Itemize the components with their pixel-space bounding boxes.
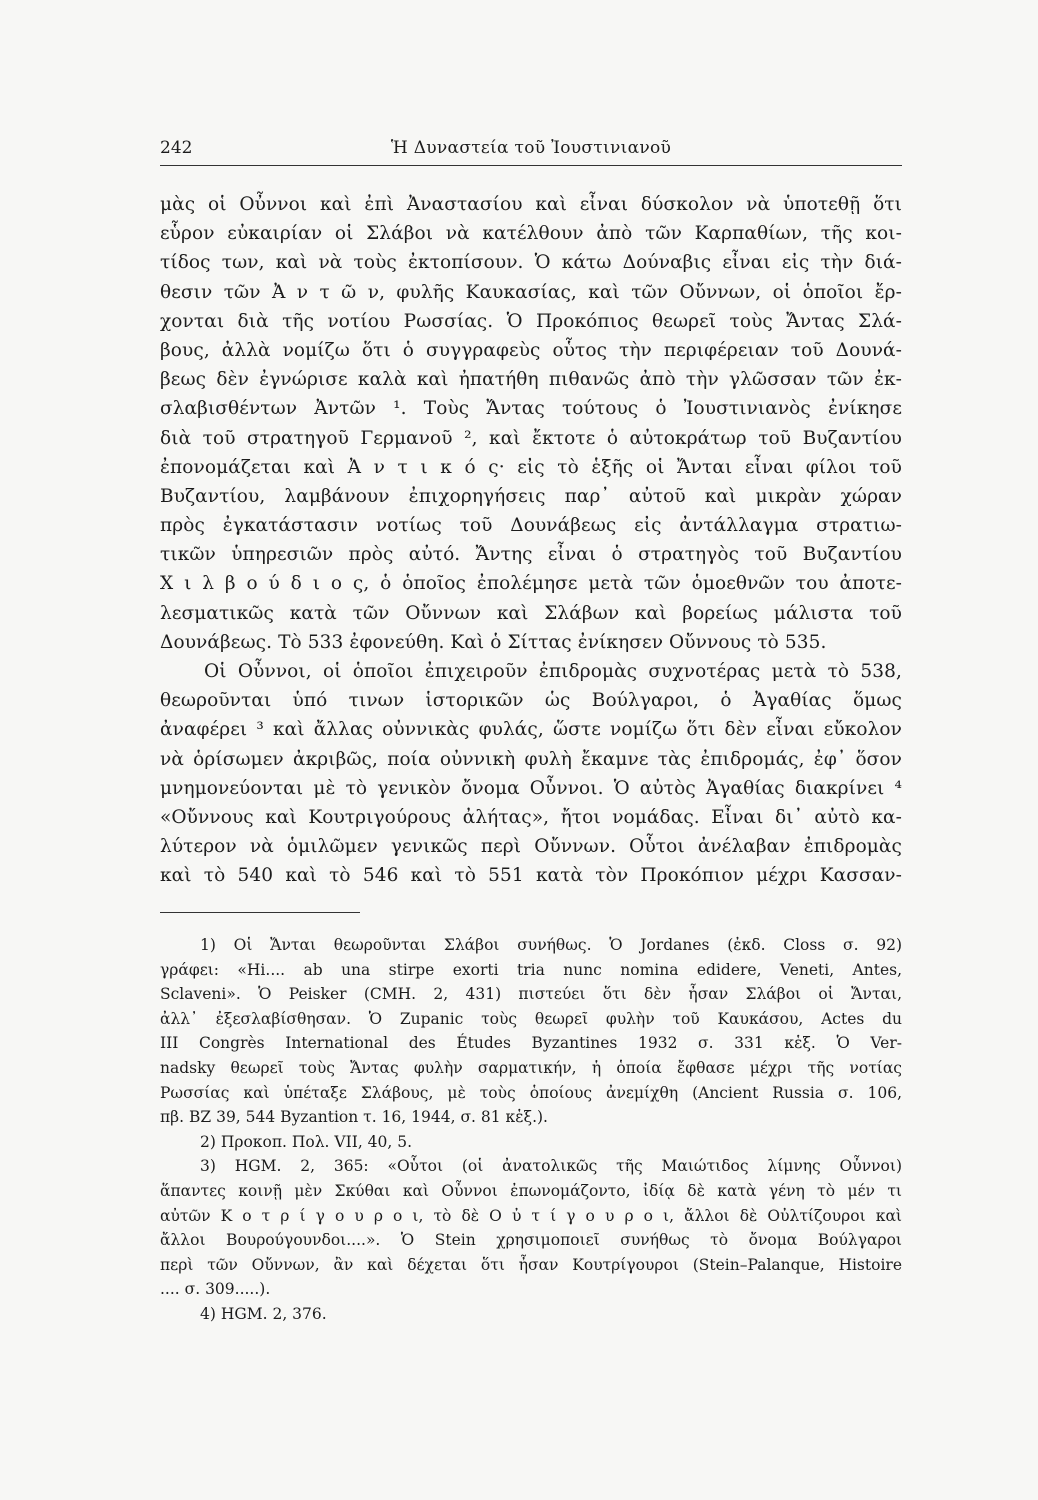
text-line: Χ ι λ β ο ύ δ ι ο ς, ὁ ὁποῖος ἐπολέμησε μετὰ τῶν ὁμοεθνῶν του ἀποτε- bbox=[160, 573, 902, 595]
running-title: Ἡ Δυναστεία τοῦ Ἰουστινιανοῦ bbox=[390, 138, 672, 158]
text-line: διὰ τοῦ στρατηγοῦ Γερμανοῦ ², καὶ ἔκτοτε ὁ αὐτοκράτωρ τοῦ Βυζαντίου bbox=[160, 427, 902, 449]
text-line: «Οὔννους καὶ Κουτριγούρους ἀλήτας», ἤτοι νομάδας. Εἶναι δι᾽ αὐτὸ κα- bbox=[160, 806, 902, 828]
footnote-line: Ρωσσίας καὶ ὑπέταξε Σλάβους, μὲ τοὺς ὁποίους ἀνεμίχθη (Ancient Russia σ. 106, bbox=[160, 1083, 902, 1102]
text-line: τικῶν ὑπηρεσιῶν πρὸς αὐτό. Ἄντης εἶναι ὁ στρατηγὸς τοῦ Βυζαντίου bbox=[160, 544, 902, 566]
text-line: πρὸς ἐγκατάστασιν νοτίως τοῦ Δουνάβεως εἰς ἀντάλλαγμα στρατιω- bbox=[160, 515, 902, 537]
footnote-line: 4) HGM. 2, 376. bbox=[200, 1304, 327, 1323]
main-text bbox=[160, 190, 902, 891]
footnote-line: .... σ. 309.....). bbox=[160, 1280, 271, 1299]
footnote-line: περὶ τῶν Οὔννων, ἂν καὶ δέχεται ὅτι ἦσαν Κουτρίγουροι (Stein–Palanque, Histoire bbox=[160, 1255, 902, 1274]
footnote-rule bbox=[160, 912, 360, 913]
text-line: βους, ἀλλὰ νομίζω ὅτι ὁ συγγραφεὺς οὗτος τὴν περιφέρειαν τοῦ Δουνά- bbox=[160, 339, 902, 361]
text-line: βεως δὲν ἐγνώρισε καλὰ καὶ ἠπατήθη πιθανῶς ἀπὸ τὴν γλῶσσαν τῶν ἐκ- bbox=[160, 369, 902, 391]
header-rule bbox=[160, 165, 902, 166]
text-line: θεωροῦνται ὑπό τινων ἱστορικῶν ὡς Βούλγαροι, ὁ Ἀγαθίας ὅμως bbox=[160, 690, 902, 712]
text-line: θεσιν τῶν Ἀ ν τ ῶ ν, φυλῆς Καυκασίας, καὶ τῶν Οὔννων, οἱ ὁποῖοι ἔρ- bbox=[160, 281, 902, 303]
text-line: Δουνάβεως. Τὸ 533 ἐφονεύθη. Καὶ ὁ Σίττας ἐνίκησεν Οὔννους τὸ 535. bbox=[160, 631, 827, 653]
text-line: νὰ ὁρίσωμεν ἀκριβῶς, ποία οὐννικὴ φυλὴ ἔκαμνε τὰς ἐπιδρομάς, ἐφ᾽ ὅσον bbox=[160, 748, 902, 770]
footnote-line: πβ. BZ 39, 544 Byzantion τ. 16, 1944, σ. 81 κἑξ.). bbox=[160, 1108, 548, 1127]
footnote-line: ἀλλ᾽ ἐξεσλαβίσθησαν. Ὁ Zupanic τοὺς θεωρεῖ φυλὴν τοῦ Καυκάσου, Actes du bbox=[160, 1009, 902, 1028]
footnote-line: 2) Προκοπ. Πολ. VII, 40, 5. bbox=[200, 1132, 413, 1151]
text-line: Οἱ Οὖννοι, οἱ ὁποῖοι ἐπιχειροῦν ἐπιδρομὰς συχνοτέρας μετὰ τὸ 538, bbox=[204, 661, 902, 682]
footnote-line: Sclaveni». Ὁ Peisker (CMH. 2, 431) πιστεύει ὅτι δὲν ἦσαν Σλάβοι οἱ Ἄνται, bbox=[160, 985, 902, 1004]
text-line: τίδος των, καὶ νὰ τοὺς ἐκτοπίσουν. Ὁ κάτω Δούναβις εἶναι εἰς τὴν διά- bbox=[160, 252, 902, 274]
text-line: μὰς οἱ Οὖννοι καὶ ἐπὶ Ἀναστασίου καὶ εἶναι δύσκολον νὰ ὑποτεθῇ ὅτι bbox=[160, 194, 902, 215]
footnote-line: III Congrès International des Études Byzantines 1932 σ. 331 κἑξ. Ὁ Ver- bbox=[160, 1034, 902, 1053]
text-line: Βυζαντίου, λαμβάνουν ἐπιχορηγήσεις παρ᾽ αὐτοῦ καὶ μικρὰν χώραν bbox=[160, 485, 902, 507]
footnote-line: 3) HGM. 2, 365: «Οὗτοι (οἱ ἀνατολικῶς τῆς Μαιώτιδος λίμνης Οὖννοι) bbox=[200, 1157, 902, 1176]
footnote-line: 1) Οἱ Ἄνται θεωροῦνται Σλάβοι συνήθως. Ὁ Jordanes (ἐκδ. Closs σ. 92) bbox=[200, 936, 902, 954]
text-line: χονται διὰ τῆς νοτίου Ρωσσίας. Ὁ Προκόπιος θεωρεῖ τοὺς Ἄντας Σλά- bbox=[160, 310, 902, 332]
footnote-line: ἅπαντες κοινῇ μὲν Σκύθαι καὶ Οὖννοι ἐπωνομάζοντο, ἰδίᾳ δὲ κατὰ γένη τὸ μέν τι bbox=[160, 1181, 902, 1200]
footnote-line: γράφει: «Hi.... ab una stirpe exorti tria nunc nomina edidere, Veneti, Antes, bbox=[160, 960, 902, 979]
text-line: ἐπονομάζεται καὶ Ἀ ν τ ι κ ό ς· εἰς τὸ ἑξῆς οἱ Ἄνται εἶναι φίλοι τοῦ bbox=[160, 456, 902, 478]
text-line: μνημονεύονται μὲ τὸ γενικὸν ὄνομα Οὖννοι. Ὁ αὐτὸς Ἀγαθίας διακρίνει ⁴ bbox=[160, 777, 902, 799]
footnote-line: nadsky θεωρεῖ τοὺς Ἄντας φυλὴν σαρματικήν, ἡ ὁποία ἔφθασε μέχρι τῆς νοτίας bbox=[160, 1058, 902, 1077]
text-line: ἀναφέρει ³ καὶ ἄλλας οὐννικὰς φυλάς, ὥστε νομίζω ὅτι δὲν εἶναι εὔκολον bbox=[160, 719, 902, 741]
text-line: λεσματικῶς κατὰ τῶν Οὔννων καὶ Σλάβων καὶ βορείως μάλιστα τοῦ bbox=[160, 602, 902, 624]
footnote-line: αὐτῶν Κ ο τ ρ ί γ ο υ ρ ο ι, τὸ δὲ Ο ὐ τ ί γ ο υ ρ ο ι, ἄλλοι δὲ Οὐλτίζουροι καὶ bbox=[160, 1206, 902, 1225]
footnotes bbox=[160, 933, 902, 1327]
text-line: λύτερον νὰ ὁμιλῶμεν γενικῶς περὶ Οὔννων. Οὗτοι ἀνέλαβαν ἐπιδρομὰς bbox=[160, 836, 902, 858]
footnote-line: ἄλλοι Βουρούγουνδοι....». Ὁ Stein χρησιμοποιεῖ συνήθως τὸ ὄνομα Βούλγαροι bbox=[160, 1231, 902, 1250]
text-line: σλαβισθέντων Ἀντῶν ¹. Τοὺς Ἄντας τούτους ὁ Ἰουστινιανὸς ἐνίκησε bbox=[160, 398, 902, 420]
text-line: καὶ τὸ 540 καὶ τὸ 546 καὶ τὸ 551 κατὰ τὸν Προκόπιον μέχρι Κασσαν- bbox=[160, 865, 902, 887]
page-header bbox=[160, 132, 902, 162]
page-number: 242 bbox=[160, 138, 193, 158]
text-line: εὗρον εὐκαιρίαν οἱ Σλάβοι νὰ κατέλθουν ἀπὸ τῶν Καρπαθίων, τῆς κοι- bbox=[160, 223, 902, 245]
